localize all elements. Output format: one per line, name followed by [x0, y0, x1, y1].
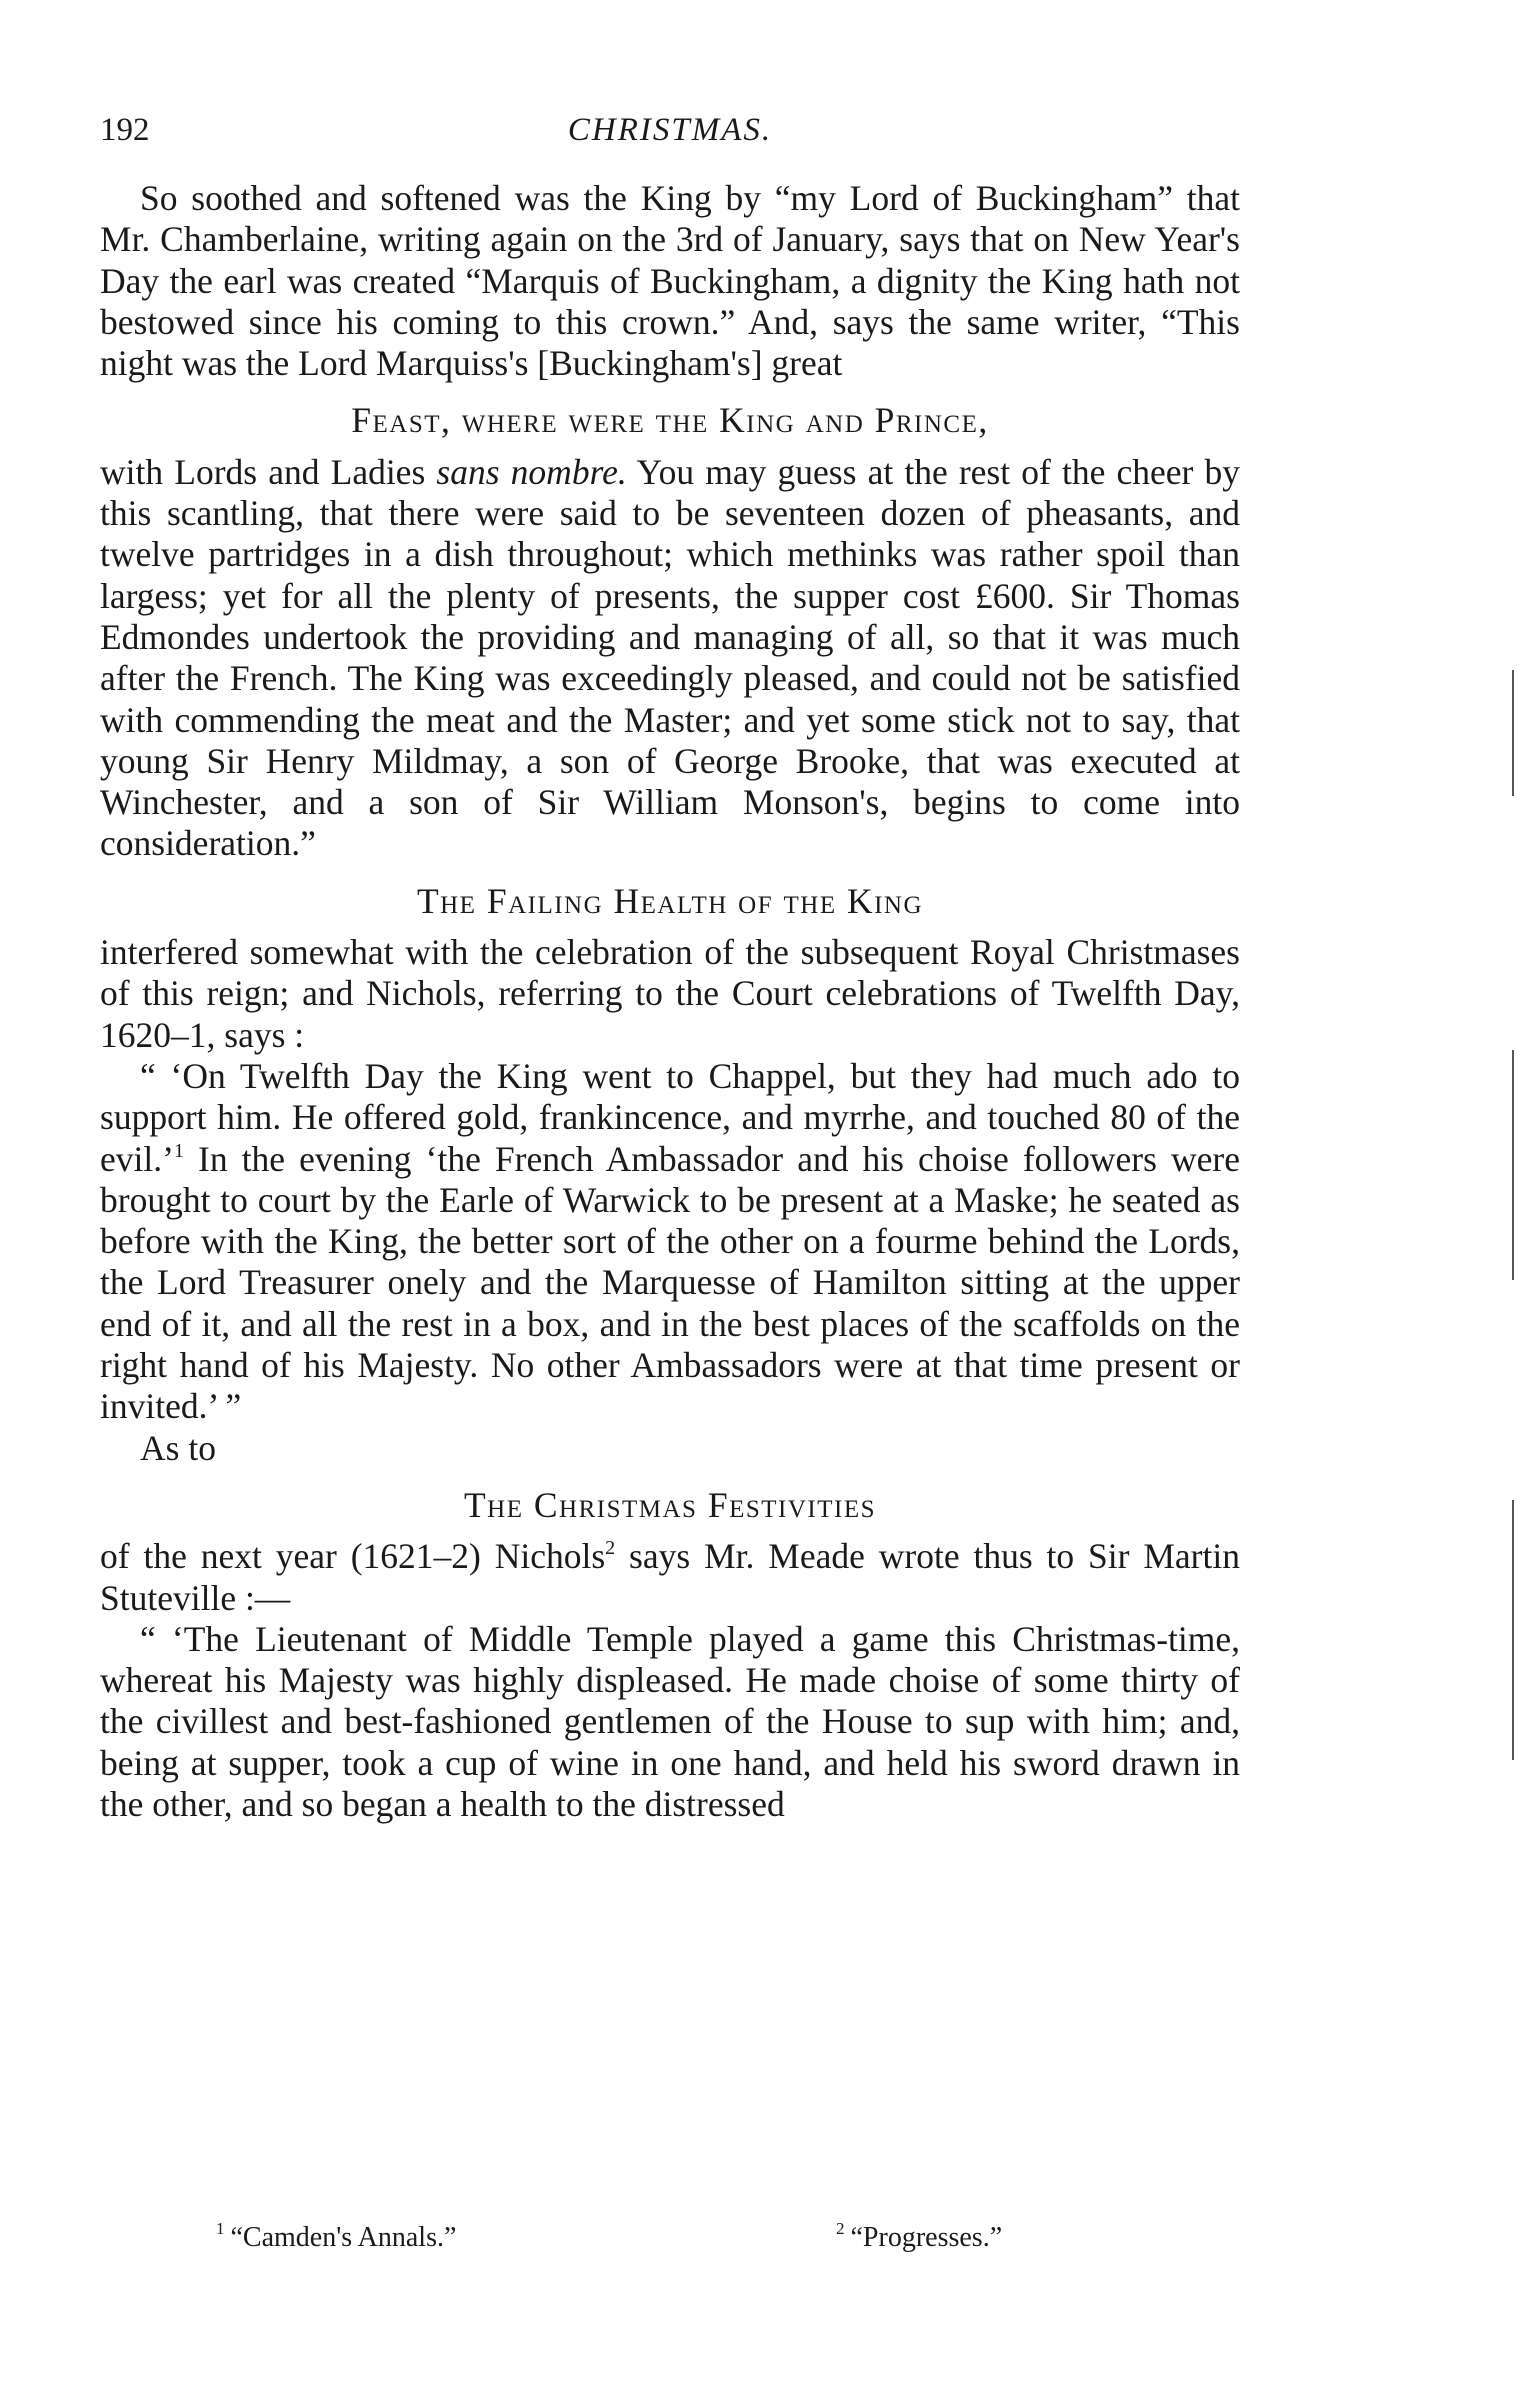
running-head	[100, 112, 1240, 152]
paragraph-4-start: “ ‘On Twelfth Day the King went to Chappel, but they had much ado to support him. He offered gold, frankincence, and myrrhe, and touched 80 of the evil.’	[100, 1055, 1240, 1179]
section-heading-failing-health: The Failing Health of the King	[416, 880, 924, 921]
paragraph-5: As to	[140, 1427, 216, 1468]
section-heading-christmas-festivities: The Christmas Festivities	[463, 1484, 877, 1525]
footnote-1	[216, 2219, 457, 2254]
page-number: 192	[100, 112, 150, 148]
running-title: CHRISTMAS.	[567, 112, 773, 148]
footnote-text-1: “Camden's Annals.”	[230, 2222, 457, 2253]
scan-mark	[1512, 1500, 1514, 1760]
footnote-text-2: “Progresses.”	[850, 2222, 1003, 2253]
paragraph-2-rest: You may guess at the rest of the cheer by this scantling, that there were said to be seventeen dozen of pheasants, and twelve partridges in a dish throughout; which methinks was rather spoil than largess; yet for all the plenty of presents, the supper cost £600. Sir Thomas Edmondes undertook the providing and managing of all, so that it was much after the French. The King was exceedingly pleased, and could not be satisfied with commending the meat and the Master; and yet some stick not to say, that young Sir Henry Mildmay, a son of George Brooke, that was executed at Winchester, and a son of Sir William Monson's, begins to come into consideration.”	[100, 451, 1240, 864]
paragraph-3: interfered somewhat with the celebration of the subsequent Royal Christmases of this reign; and Nichols, referring to the Court celebrations of Twelfth Day, 1620–1, says :	[100, 932, 1240, 1055]
scan-mark	[1512, 670, 1514, 796]
footnote-mark-2: 2	[836, 2219, 845, 2238]
paragraph-7: “ ‘The Lieutenant of Middle Temple played a game this Christmas-time, whereat his Majesty was highly displeased. He made choise of some thirty of the civillest and best-fashioned gentlemen of the House to sup with him; and, being at supper, took a cup of wine in one hand, and held his sword drawn in the other, and so began a health to the distressed	[100, 1618, 1240, 1824]
paragraph-6	[100, 1536, 1240, 1619]
section-heading-feast: Feast, where were the King and Prince,	[351, 400, 989, 441]
paragraph-4-rest: In the evening ‘the French Ambassador and his choise followers were brought to court by the Earle of Warwick to be present at a Maske; he seated as before with the King, the better sort of the other on a fourme behind the Lords, the Lord Treasurer onely and the Marquesse of Hamilton sitting at the upper end of it, and all the rest in a box, and in the best places of the scaffolds on the right hand of his Majesty. No other Ambassadors were at that time present or invited.’ ”	[100, 1138, 1240, 1427]
footnote-mark-1: 1	[216, 2219, 225, 2238]
paragraph-4	[100, 1056, 1240, 1428]
paragraph-2-start: with Lords and Ladies	[100, 451, 437, 492]
body-text	[100, 178, 1240, 1825]
sans-nombre-italic: sans nombre.	[436, 451, 627, 492]
paragraph-6-rest: says Mr. Meade wrote thus to Sir Martin Stuteville :—	[100, 1536, 1240, 1618]
paragraph-2	[100, 452, 1240, 865]
footnote-ref-1[interactable]: 1	[173, 1139, 184, 1162]
footnote-2	[836, 2219, 1003, 2254]
footnote-ref-2[interactable]: 2	[605, 1537, 616, 1560]
paragraph-6-start: of the next year (1621–2) Nichols	[100, 1536, 606, 1577]
paragraph-1: So soothed and softened was the King by “my Lord of Buckingham” that Mr. Chamberlaine, writing again on the 3rd of January, says that on New Year's Day the earl was created “Marquis of Buckingham, a dignity the King hath not bestowed since his coming to this crown.” And, says the same writer, “This night was the Lord Marquiss's [Buckingham's] great	[100, 178, 1240, 384]
scan-mark	[1512, 1050, 1514, 1280]
